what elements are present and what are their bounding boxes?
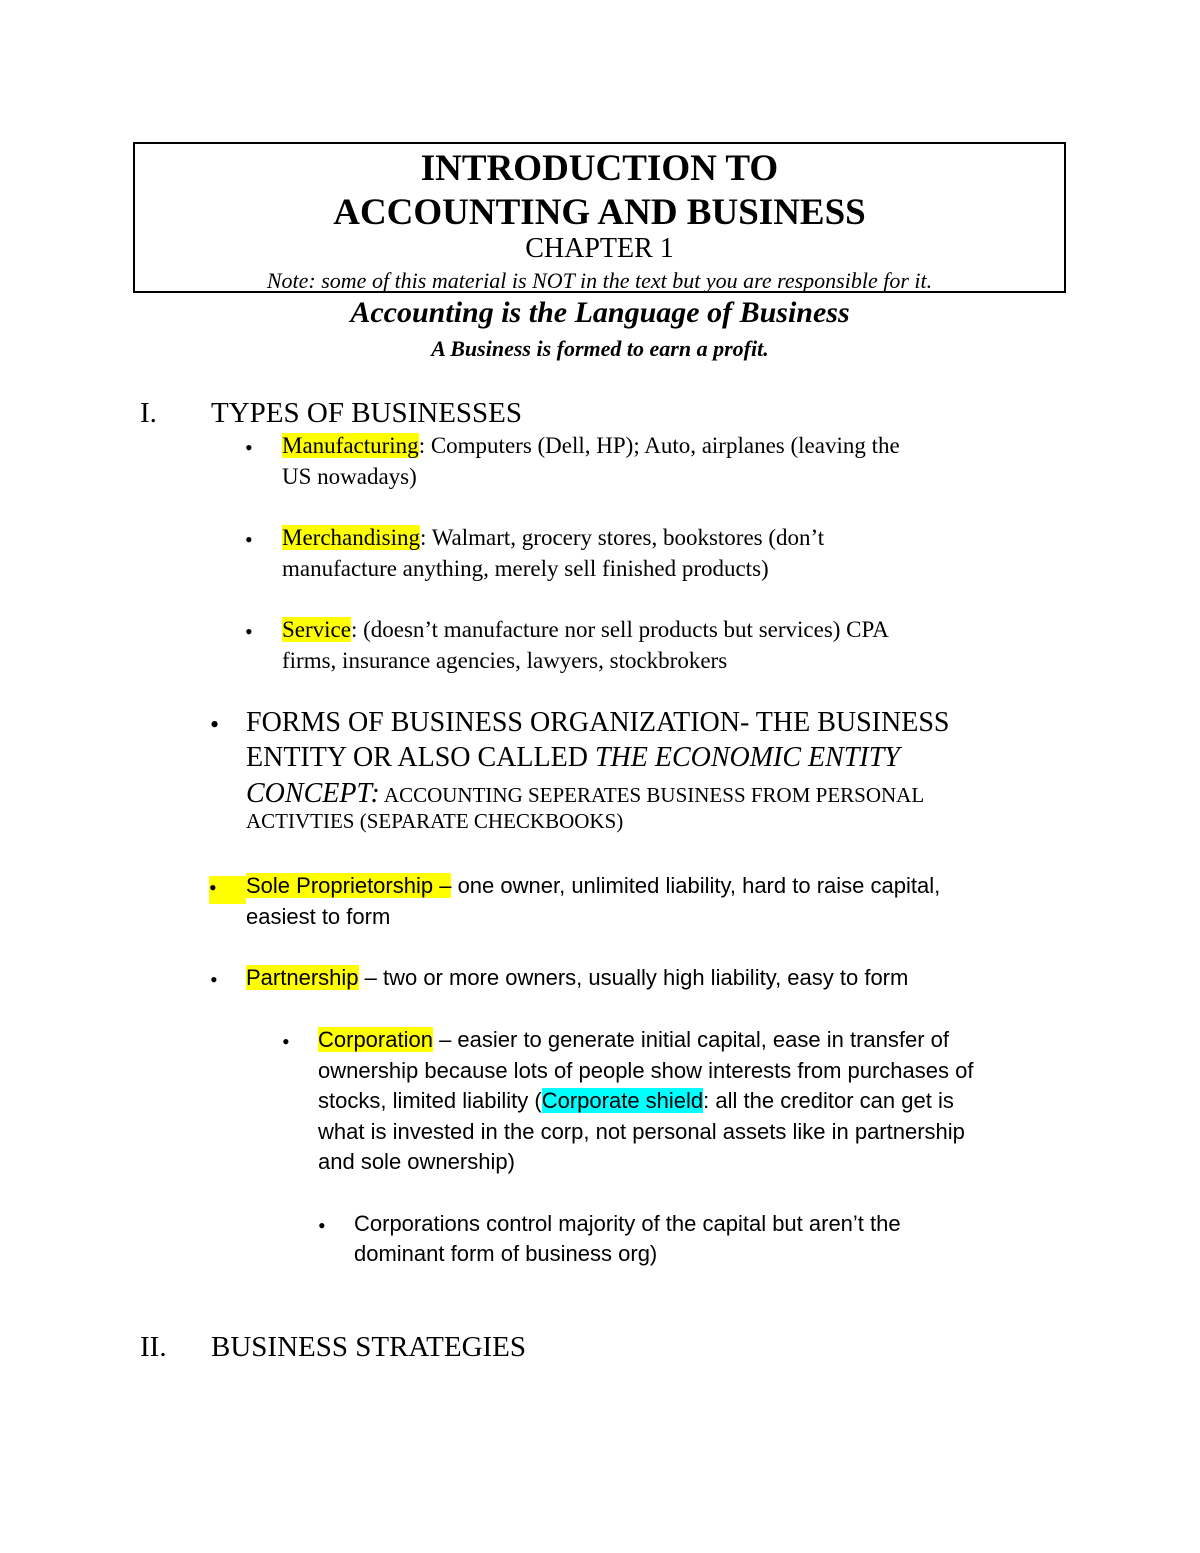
item-text: : Computers (Dell, HP); Auto, airplanes (leaving the xyxy=(418,433,900,458)
term-sole-proprietorship: Sole Proprietorship – xyxy=(246,873,452,898)
list-item-sole-proprietorship xyxy=(246,870,940,901)
title-box xyxy=(133,142,1066,293)
list-item-manufacturing xyxy=(282,430,900,461)
section-1-title: TYPES OF BUSINESSES xyxy=(211,397,523,429)
forms-small-text: ACCOUNTING SEPERATES BUSINESS FROM PERSONAL xyxy=(379,783,925,807)
term-manufacturing: Manufacturing xyxy=(282,433,419,458)
list-item-sole-cont: easiest to form xyxy=(246,904,391,929)
forms-italic: THE ECONOMIC ENTITY xyxy=(594,742,900,773)
term-service: Service xyxy=(282,617,351,642)
corporation-line-4: what is invested in the corp, not personal assets like in partnership xyxy=(318,1119,965,1144)
bullet-icon: • xyxy=(318,1213,326,1238)
item-text: : all the creditor can get is xyxy=(703,1088,954,1113)
corporation-line-3 xyxy=(318,1085,954,1116)
title-line-1: INTRODUCTION TO xyxy=(420,148,779,189)
item-text: one owner, unlimited liability, hard to raise capital, xyxy=(451,873,941,898)
corp-note-line-2: dominant form of business org) xyxy=(354,1241,658,1266)
note-text: Note: some of this material is NOT in the text but you are responsible for it. xyxy=(266,268,933,293)
section-2-title: BUSINESS STRATEGIES xyxy=(211,1331,527,1363)
title-line-2: ACCOUNTING AND BUSINESS xyxy=(333,192,866,233)
item-text: – two or more owners, usually high liability, easy to form xyxy=(358,965,909,990)
bullet-icon: • xyxy=(282,1029,290,1054)
list-item-corporation xyxy=(318,1024,949,1055)
item-text: – easier to generate initial capital, ease in transfer of xyxy=(432,1027,950,1052)
subtitle-language: Accounting is the Language of Business xyxy=(350,296,850,329)
bullet-icon: • xyxy=(245,527,253,552)
list-item-merchandising xyxy=(282,522,824,553)
item-text: stocks, limited liability ( xyxy=(318,1088,542,1113)
list-item-service xyxy=(282,614,889,645)
bullet-icon: • xyxy=(210,967,218,992)
corporation-line-2: ownership because lots of people show interests from purchases of xyxy=(318,1058,974,1083)
list-item-partnership xyxy=(246,962,908,993)
forms-heading-line-2 xyxy=(246,741,900,775)
corporation-line-5: and sole ownership) xyxy=(318,1149,515,1174)
forms-concept: CONCEPT: xyxy=(246,778,380,809)
forms-plain: ENTITY OR ALSO CALLED xyxy=(246,742,595,773)
term-partnership: Partnership xyxy=(246,965,359,990)
bullet-icon: • xyxy=(210,710,220,739)
corp-note-line-1: Corporations control majority of the capital but aren’t the xyxy=(354,1211,901,1236)
bullet-icon: • xyxy=(245,619,253,644)
list-item-merchandising-cont: manufacture anything, merely sell finished products) xyxy=(282,556,769,581)
forms-heading-line-4: ACTIVTIES (SEPARATE CHECKBOOKS) xyxy=(246,809,624,833)
term-corporation: Corporation xyxy=(318,1027,433,1052)
subtitle-profit: A Business is formed to earn a profit. xyxy=(431,336,769,361)
list-item-service-cont: firms, insurance agencies, lawyers, stockbrokers xyxy=(282,648,728,673)
term-corporate-shield: Corporate shield xyxy=(541,1088,704,1113)
bullet-icon: • xyxy=(209,876,246,904)
item-text: : Walmart, grocery stores, bookstores (don’t xyxy=(419,525,825,550)
bullet-icon: • xyxy=(245,435,253,460)
forms-heading-line-1: FORMS OF BUSINESS ORGANIZATION- THE BUSINESS xyxy=(246,707,950,738)
list-item-manufacturing-cont: US nowadays) xyxy=(282,464,417,489)
term-merchandising: Merchandising xyxy=(282,525,420,550)
item-text: : (doesn’t manufacture nor sell products but services) CPA xyxy=(350,617,889,642)
section-1-number: I. xyxy=(140,397,157,429)
section-2-number: II. xyxy=(140,1331,167,1363)
chapter-label: CHAPTER 1 xyxy=(525,233,674,264)
